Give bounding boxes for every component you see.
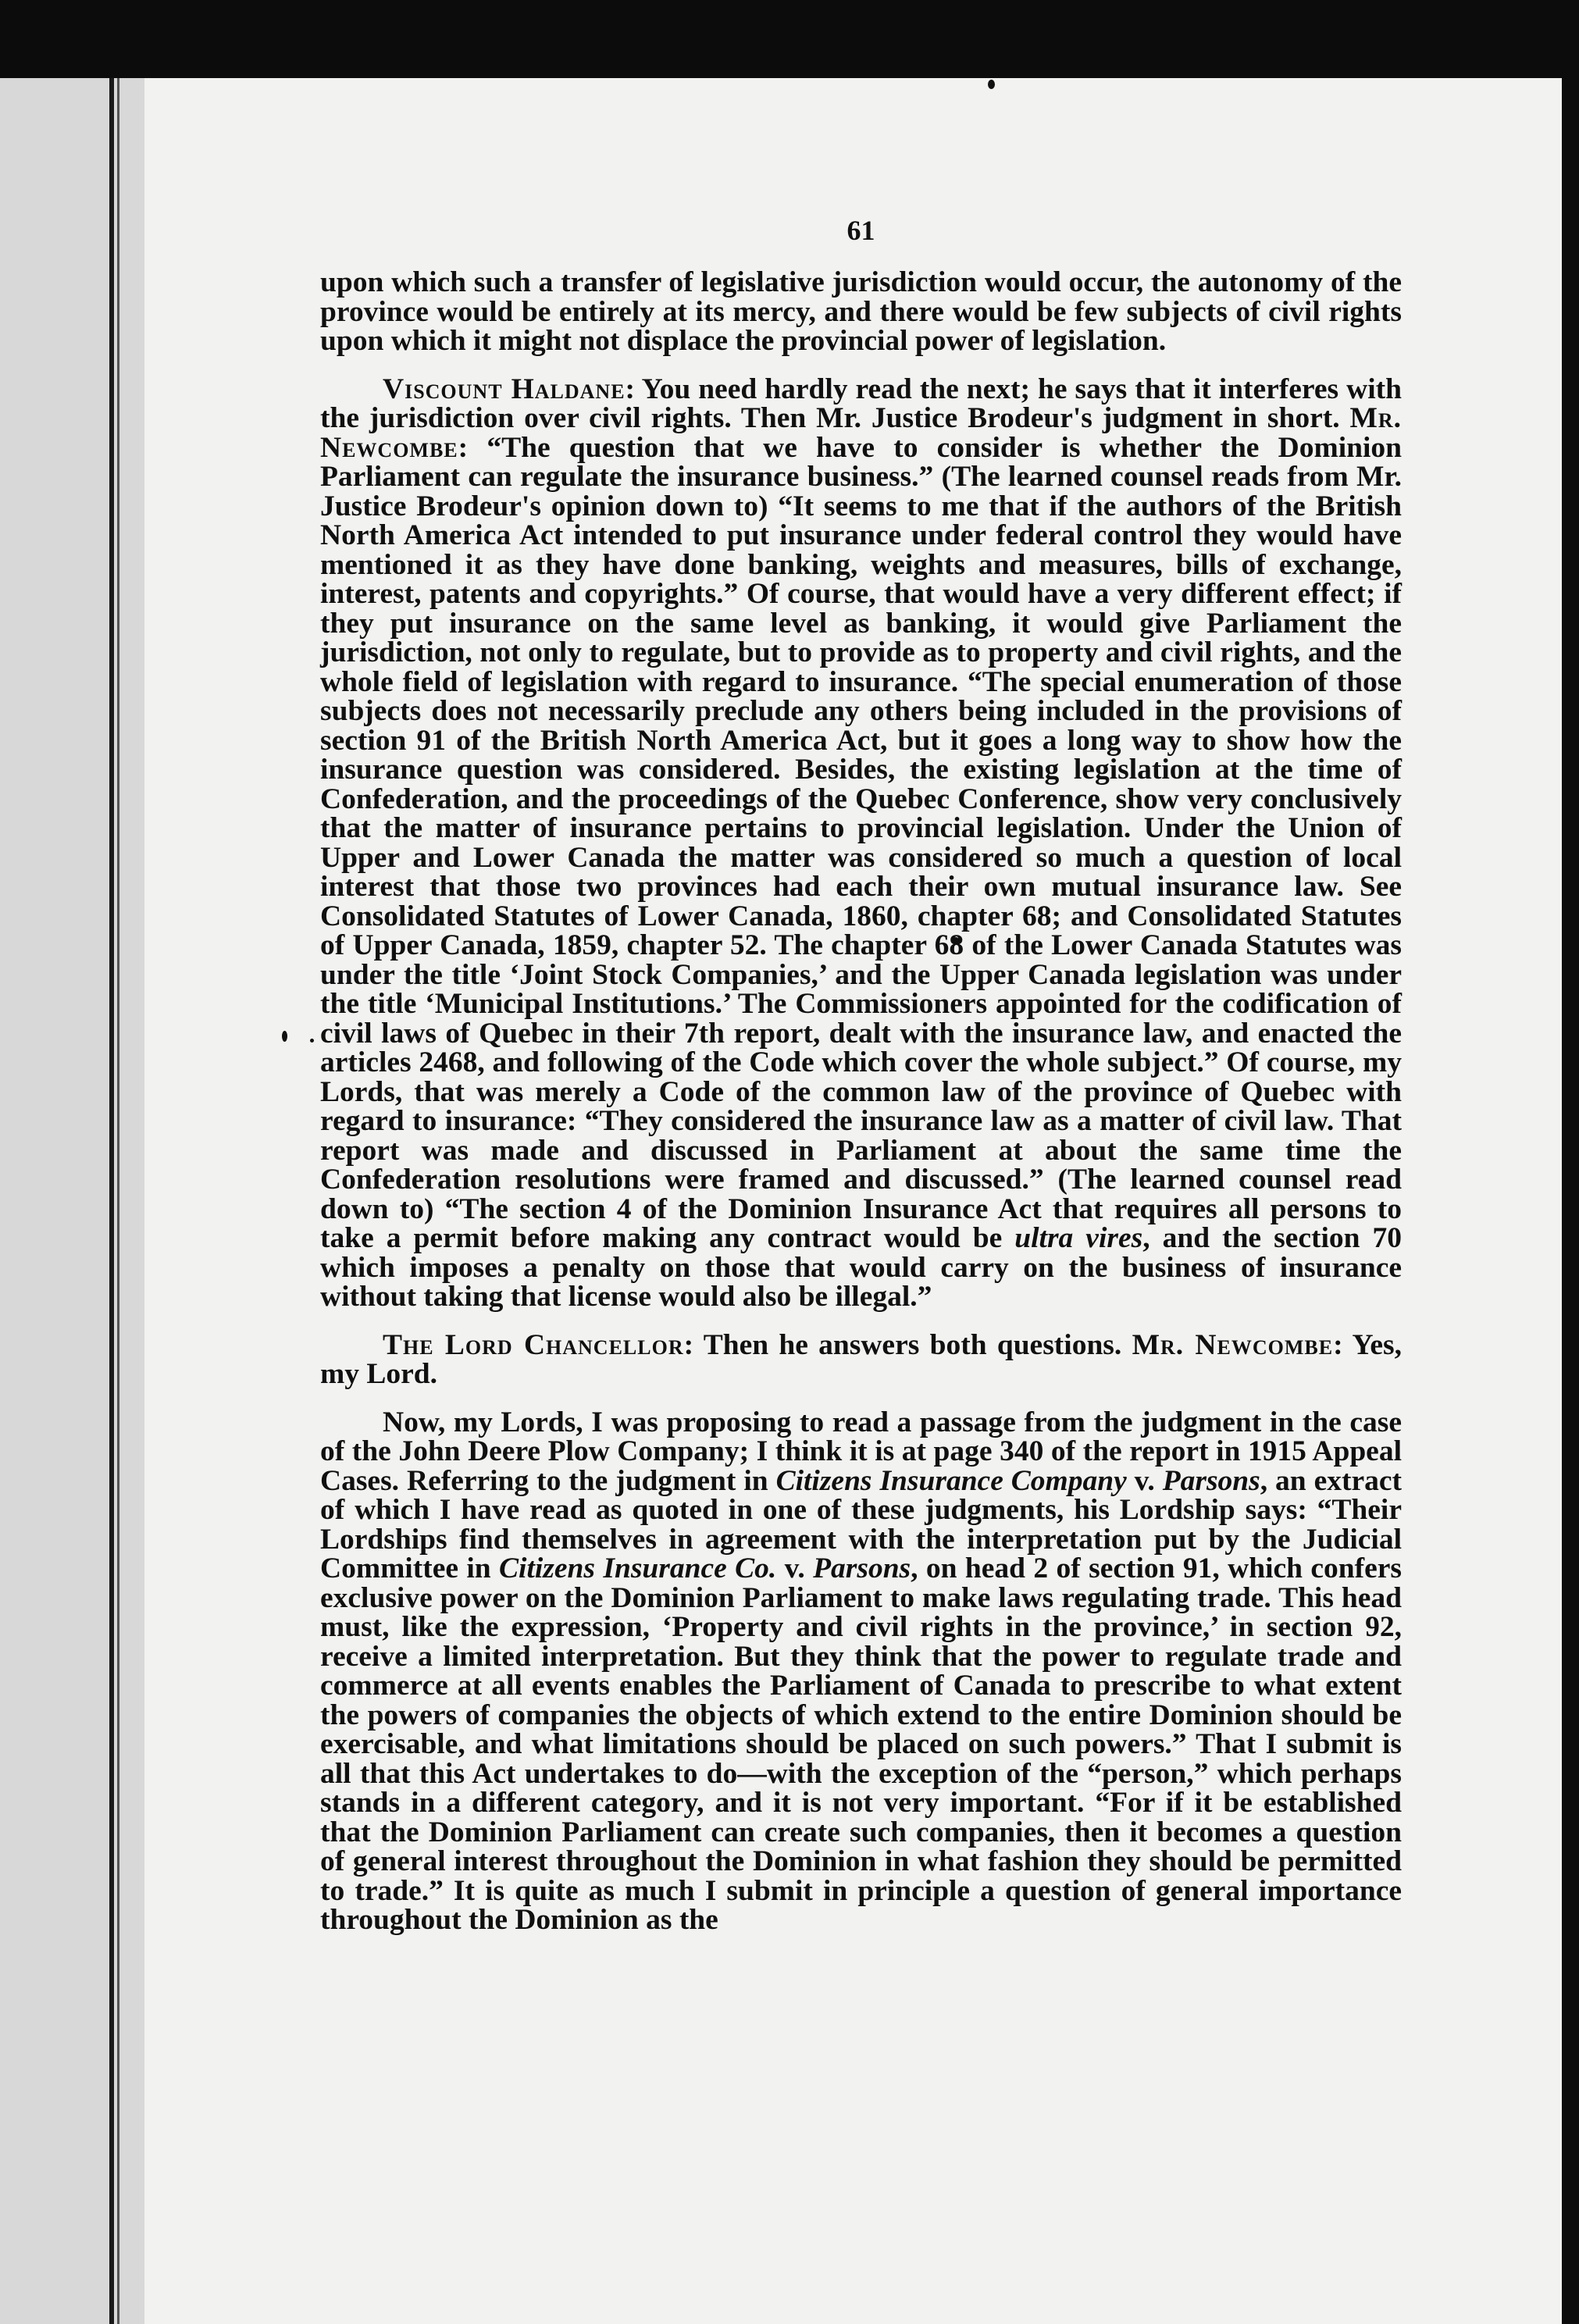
paragraph: [320, 1408, 1402, 1935]
scan-frame-top: [0, 0, 1579, 78]
speaker-name: Mr. Newcombe: [320, 402, 1402, 464]
binding-shadow-inner: [117, 78, 119, 2324]
scan-speck: [310, 1039, 314, 1043]
text-run: , on head 2 of section 91, which confers exclusive power on the Dominion Parliament to make laws regulating trade. This head must, like the expression, ‘Property and civil rights in the province,’ in section 92, receive a limited interpretation. But they think that the power to regulate trade and commerce at all events enables the Parliament of Canada to prescribe to what extent the powers of companies the objects of which extend to the entire Dominion should be exercisable, and what limitations should be placed on such powers.” That I submit is all that this Act undertakes to do—with the exception of the “person,” which perhaps stands in a different category, and it is not very important. “For if it be established that the Dominion Parliament can create such companies, then it becomes a question of general interest throughout the Dominion in what fashion they should be permitted to trade.” It is quite as much I submit in principle a question of general importance throughout the Dominion as the: [320, 1552, 1403, 1936]
case-name: Parsons: [813, 1552, 911, 1584]
text-run: , an extract of which I have read as quoted in one of these judgments, his Lordship says: “Their Lordships find themselves in agreement with the interpretation put by the Judicial Committee in: [320, 1464, 1403, 1584]
scan-speck: [988, 80, 995, 89]
speaker-name: Viscount Haldane: [383, 372, 626, 405]
text-run: : Yes, my Lord.: [320, 1328, 1402, 1390]
text-run: upon which such a transfer of legislative jurisdiction would occur, the autonomy of the province would be entirely at its mercy, and there would be few subjects of civil rights upon which it might not displace the provincial power of legislation.: [320, 266, 1402, 357]
paragraph: [320, 268, 1402, 356]
text-run: v.: [1126, 1464, 1163, 1497]
paragraph: [320, 1328, 1402, 1390]
text-run: : Then he answers both questions.: [683, 1328, 1132, 1361]
paragraph: [320, 372, 1402, 1313]
speaker-name: The Lord Chancellor: [383, 1328, 684, 1361]
text-run: v.: [776, 1552, 814, 1584]
page-number: 61: [847, 215, 875, 246]
case-name: Citizens Insurance Co.: [499, 1552, 777, 1584]
facing-page-edge: [0, 78, 144, 2324]
text-run: : “The question that we have to consider is whether the Dominion Parliament can regulate the insurance business.” (The learned counsel reads from Mr. Justice Brodeur's opinion down to) “It seems to me that if the authors of the British North America Act intended to put insurance under federal control they would have mentioned it as they have done banking, weights and measures, bills of exchange, interest, patents and copyrights.” Of course, that would have a very different effect; if they put insurance on the same level as banking, it would give Parliament the jurisdiction, not only to regulate, but to provide as to property and civil rights, and the whole field of legislation with regard to insurance. “The special enumeration of those subjects does not necessarily preclude any others being included in the provisions of section 91 of the British North America Act, but it goes a long way to show how the insurance question was considered. Besides, the existing legislation at the time of Confederation, and the proceedings of the Quebec Conference, show very conclusively that the matter of insurance pertains to provincial legislation. Under the Union of Upper and Lower Canada the matter was considered so much a question of local interest that those two provinces had each their own mutual insurance law. See Consolidated Statutes of Lower Canada, 1860, chapter 68; and Consolidated Statutes of Upper Canada, 1859, chapter 52. The chapter 68 of the Lower Canada Statutes was under the title ‘Joint Stock Companies,’ and the Upper Canada legislation was under the title ‘Municipal Institutions.’ The Commissioners appointed for the codification of civil laws of Quebec in their 7th report, dealt with the insurance law, and enacted the articles 2468, and following of the Code which cover the whole subject.” Of course, my Lords, that was merely a Code of the common law of the province of Quebec with regard to insurance: “They considered the insurance law as a matter of civil law. That report was made and discussed in Parliament at about the same time the Confederation resolutions were framed and discussed.” (The learned counsel read down to) “The section 4 of the Dominion Insurance Act that requires all persons to take a permit before making any contract would be: [320, 431, 1402, 1254]
speaker-name: Mr. Newcombe: [1132, 1328, 1334, 1361]
case-name: Citizens Insurance Company: [775, 1464, 1127, 1497]
text-run: : You need hardly read the next; he says that it interferes with the jurisdiction over civil rights. Then Mr. Justice Brodeur's judgment in short.: [320, 372, 1402, 434]
latin-term: ultra vires: [1014, 1222, 1143, 1254]
scan-frame-right: [1562, 0, 1579, 2324]
page-text: [320, 215, 1402, 1954]
text-run: Now, my Lords, I was proposing to read a passage from the judgment in the case of the John Deere Plow Company; I think it is at page 340 of the report in 1915 Appeal Cases. Referring to the judgment in: [320, 1406, 1402, 1497]
binding-shadow: [109, 78, 114, 2324]
text-run: , and the section 70 which imposes a penalty on those that would carry on the business of insurance without taking that license would also be illegal.”: [320, 1222, 1402, 1313]
case-name: Parsons: [1162, 1464, 1260, 1497]
scan-speck: [282, 1031, 287, 1042]
